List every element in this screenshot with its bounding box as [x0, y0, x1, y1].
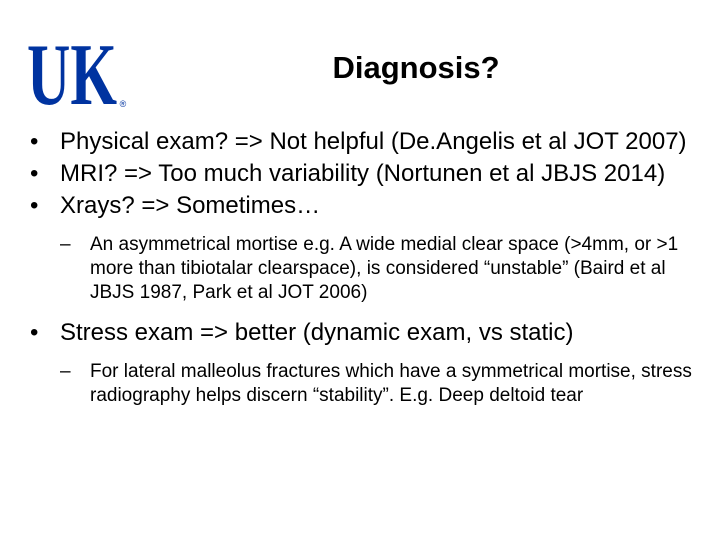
- bullet-item: [28, 192, 698, 219]
- bullet-text: Xrays? => Sometimes…: [60, 192, 321, 219]
- sub-bullet-item: [28, 360, 698, 408]
- dash-marker: –: [60, 361, 71, 382]
- bullet-item: [28, 160, 698, 187]
- bullet-text: Physical exam? => Not helpful (De.Angelis et al JOT 2007): [60, 128, 687, 155]
- sub-bullet-text: An asymmetrical mortise e.g. A wide medial clear space (>4mm, or >1 more than tibiotalar clearspace), is considered “unstable” (Baird et al JBJS 1987, Park et al JOT 2006): [90, 234, 679, 303]
- bullet-marker: •: [30, 319, 39, 346]
- bullet-item: [28, 319, 698, 346]
- sub-bullet-text: For lateral malleolus fractures which have a symmetrical mortise, stress radiography helps discern “stability”. E.g. Deep deltoid tear: [90, 361, 692, 406]
- uk-logo: [24, 34, 128, 110]
- dash-marker: –: [60, 234, 71, 255]
- uk-logo-letters: UK: [27, 34, 117, 110]
- bullet-marker: •: [30, 128, 39, 155]
- bullet-text: MRI? => Too much variability (Nortunen et al JBJS 2014): [60, 160, 666, 187]
- bullet-text: Stress exam => better (dynamic exam, vs static): [60, 319, 574, 346]
- sub-bullet-item: [28, 233, 698, 305]
- registered-mark: ®: [119, 99, 127, 109]
- bullet-item: [28, 128, 698, 155]
- slide-title: Diagnosis?: [332, 50, 500, 85]
- bullet-marker: •: [30, 192, 39, 219]
- slide-content: [28, 128, 698, 422]
- bullet-marker: •: [30, 160, 39, 187]
